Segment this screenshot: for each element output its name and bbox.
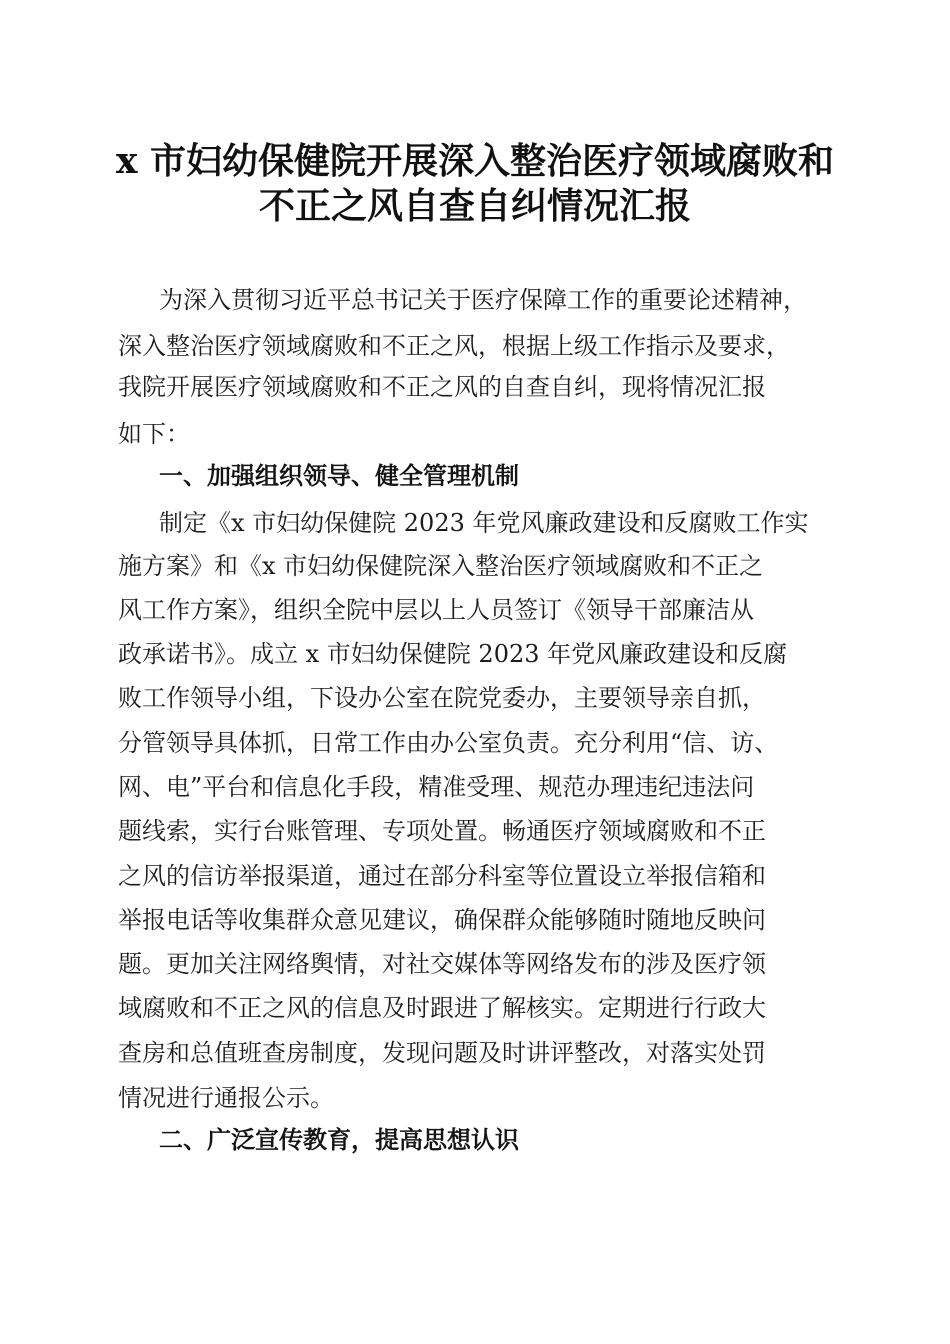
intro-line-1: 为深入贯彻习近平总书记关于医疗保障工作的重要论述精神， (159, 286, 807, 314)
section-1-line-3: 风工作方案》，组织全院中层以上人员签订《领导干部廉洁从 (118, 596, 754, 624)
section-1-line-2: 施方案》和《x 市妇幼保健院深入整治医疗领域腐败和不正之 (118, 552, 764, 580)
section-1-line-4: 政承诺书》。成立 x 市妇幼保健院 2023 年党风廉政建设和反腐 (118, 640, 788, 668)
section-1-line-8: 题线索，实行台账管理、专项处置。畅通医疗领域腐败和不正 (118, 817, 766, 845)
intro-line-2: 深入整治医疗领域腐败和不正之风，根据上级工作指示及要求， (118, 332, 790, 360)
section-1-line-9: 之风的信访举报渠道，通过在部分科室等位置设立举报信箱和 (118, 862, 766, 890)
section-1-line-5: 败工作领导小组，下设办公室在院党委办，主要领导亲自抓， (118, 684, 766, 712)
section-1-line-7: 网、电”平台和信息化手段，精准受理、规范办理违纪违法问 (118, 773, 755, 801)
section-1-line-14: 情况进行通报公示。 (118, 1084, 334, 1112)
document-title-line-2: 不正之风自查自纠情况汇报 (258, 185, 691, 227)
section-1-line-10: 举报电话等收集群众意见建议，确保群众能够随时随地反映问 (118, 906, 766, 934)
section-1-line-11: 题。更加关注网络舆情，对社交媒体等网络发布的涉及医疗领 (118, 950, 766, 978)
section-1-line-6: 分管领导具体抓，日常工作由办公室负责。充分利用“信、访、 (118, 729, 779, 757)
section-1-heading: 一、加强组织领导、健全管理机制 (159, 462, 519, 490)
document-title-line-1: x 市妇幼保健院开展深入整治医疗领域腐败和 (116, 140, 834, 182)
section-1-line-13: 查房和总值班查房制度，发现问题及时讲评整改，对落实处罚 (118, 1039, 766, 1067)
section-2-heading: 二、广泛宣传教育，提高思想认识 (159, 1126, 519, 1154)
intro-line-3: 我院开展医疗领域腐败和不正之风的自查自纠，现将情况汇报 (118, 373, 766, 401)
intro-line-4: 如下： (118, 420, 190, 448)
section-1-line-12: 域腐败和不正之风的信息及时跟进了解核实。定期进行行政大 (118, 994, 766, 1022)
section-1-line-1: 制定《x 市妇幼保健院 2023 年党风廉政建设和反腐败工作实 (159, 509, 809, 537)
